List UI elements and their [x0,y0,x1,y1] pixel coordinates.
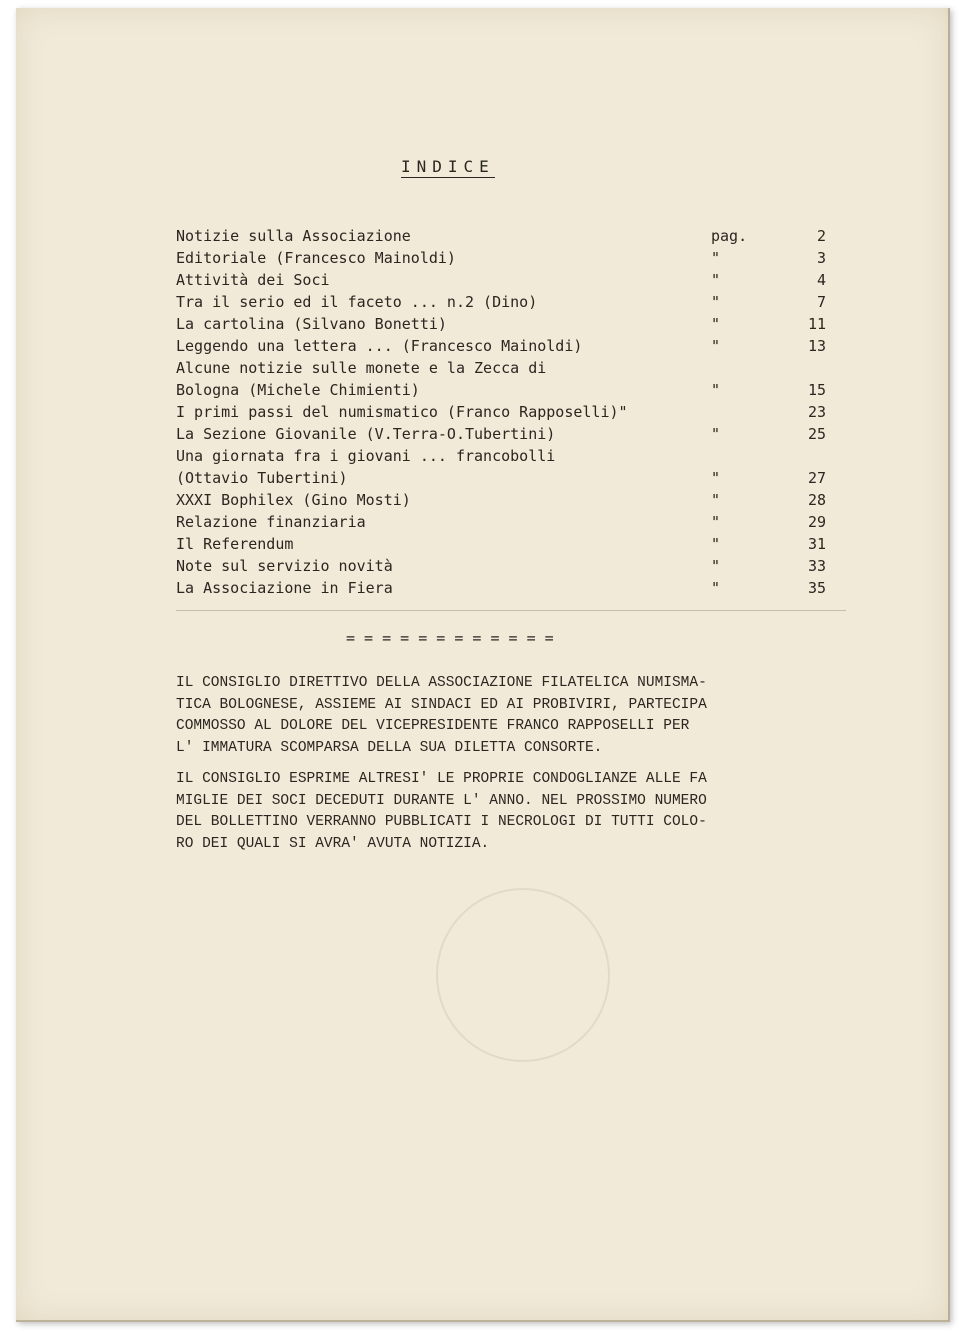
toc-entry [176,379,866,401]
toc-entry-title: Relazione finanziaria [176,513,366,531]
toc-entry-title: Leggendo una lettera ... (Francesco Mainoldi) [176,337,583,355]
toc-entry [176,335,866,357]
toc-entry [176,313,866,335]
toc-entry-ditto: " [711,513,721,531]
notice-line: IL CONSIGLIO DIRETTIVO DELLA ASSOCIAZIONE FILATELICA NUMISMA- [176,675,707,691]
toc-entry [176,445,866,467]
toc-entry-title: Notizie sulla Associazione [176,227,411,245]
toc-entry [176,291,866,313]
toc-entry-page: 11 [807,315,826,333]
toc-entry [176,555,866,577]
toc-entry-title: La Associazione in Fiera [176,579,393,597]
toc-entry-page: 31 [807,535,826,553]
toc-entry-page: 33 [807,557,826,575]
table-of-contents [176,225,866,599]
toc-entry [176,269,866,291]
toc-entry-ditto: " [711,425,721,443]
toc-entry-page: 29 [807,513,826,531]
toc-entry-page: 35 [807,579,826,597]
toc-entry [176,467,866,489]
toc-entry-title: La cartolina (Silvano Bonetti) [176,315,447,333]
toc-entry-page: 23 [807,403,826,421]
toc-entry [176,401,866,423]
toc-entry-title: Note sul servizio novità [176,557,393,575]
faded-stamp [436,888,610,1062]
toc-entry-page: 3 [816,249,826,267]
notice-line: DEL BOLLETTINO VERRANNO PUBBLICATI I NECROLOGI DI TUTTI COLO- [176,814,707,830]
notice-paragraph [176,673,876,759]
toc-entry [176,489,866,511]
notice-paragraph [176,769,876,855]
toc-entry [176,533,866,555]
toc-entry-title: Attività dei Soci [176,271,330,289]
toc-entry-ditto: " [711,337,721,355]
toc-entry [176,577,866,599]
notice-line: L' IMMATURA SCOMPARSA DELLA SUA DILETTA CONSORTE. [176,739,603,756]
condolence-notice [176,673,876,865]
toc-entry-page: 15 [807,381,826,399]
toc-entry-ditto: " [711,535,721,553]
toc-entry-title: I primi passi del numismatico (Franco Rapposelli)" [176,403,628,421]
toc-entry [176,511,866,533]
toc-entry-title: Editoriale (Francesco Mainoldi) [176,249,456,267]
toc-entry-page: 4 [816,271,826,289]
toc-entry-title: Una giornata fra i giovani ... francobolli [176,447,556,465]
toc-entry [176,225,866,247]
toc-entry-page: 27 [807,469,826,487]
notice-line: RO DEI QUALI SI AVRA' AVUTA NOTIZIA. [176,835,490,852]
notice-line: MIGLIE DEI SOCI DECEDUTI DURANTE L' ANNO. NEL PROSSIMO NUMERO [176,792,707,809]
toc-entry-ditto: " [711,557,721,575]
toc-entry-ditto: " [711,491,721,509]
toc-entry-title: Bologna (Michele Chimienti) [176,381,420,399]
toc-entry-page: 2 [816,227,826,245]
toc-entry-ditto: " [711,315,721,333]
index-title: INDICE [401,157,495,176]
toc-entry-ditto: " [711,469,721,487]
notice-line: IL CONSIGLIO ESPRIME ALTRESI' LE PROPRIE CONDOGLIANZE ALLE FA [176,771,707,787]
toc-entry-title: XXXI Bophilex (Gino Mosti) [176,491,411,509]
toc-entry-page: 28 [807,491,826,509]
toc-entry-title: Tra il serio ed il faceto ... n.2 (Dino) [176,293,538,311]
toc-entry-ditto: " [711,249,721,267]
notice-line: TICA BOLOGNESE, ASSIEME AI SINDACI ED AI PROBIVIRI, PARTECIPA [176,696,707,713]
toc-entry-ditto: " [711,579,721,597]
toc-entry-ditto: " [711,293,721,311]
notice-line: COMMOSSO AL DOLORE DEL VICEPRESIDENTE FRANCO RAPPOSELLI PER [176,718,690,734]
toc-entry-page: 7 [816,293,826,311]
toc-entry-title: La Sezione Giovanile (V.Terra-O.Tubertini) [176,425,556,443]
toc-entry [176,423,866,445]
toc-entry-title: Alcune notizie sulle monete e la Zecca di [176,359,547,377]
toc-divider [176,610,846,611]
toc-entry [176,357,866,379]
toc-entry [176,247,866,269]
toc-entry-ditto: " [711,381,721,399]
section-separator: = = = = = = = = = = = = [346,629,554,647]
toc-entry-page: 13 [807,337,826,355]
toc-entry-title: Il Referendum [176,535,294,553]
toc-entry-page: 25 [807,425,826,443]
toc-entry-title: (Ottavio Tubertini) [176,469,348,487]
toc-entry-ditto: pag. [711,227,748,245]
document-page [16,8,950,1322]
toc-entry-ditto: " [711,271,721,289]
